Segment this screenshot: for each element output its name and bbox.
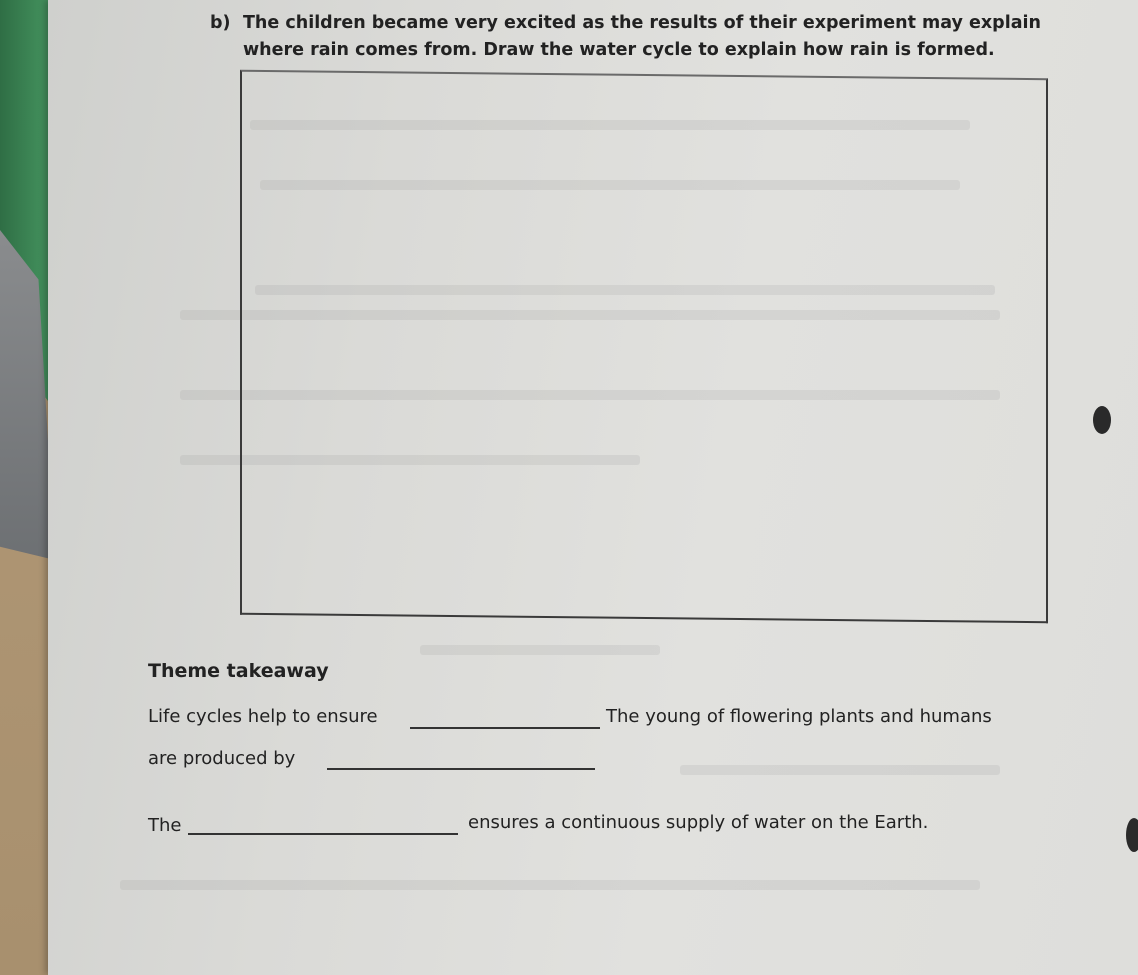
- sentence-3-end: ensures a continuous supply of water on the Earth.: [468, 812, 929, 833]
- takeaway-title: Theme takeaway: [148, 660, 329, 682]
- answer-blank-2[interactable]: [327, 768, 595, 770]
- sentence-2-start: are produced by: [148, 748, 296, 769]
- question-b: [210, 10, 1050, 64]
- show-through-mark: [120, 880, 980, 890]
- question-label: b): [210, 13, 231, 33]
- answer-blank-1[interactable]: [410, 727, 600, 729]
- show-through-mark: [420, 645, 660, 655]
- punch-hole: [1126, 818, 1138, 852]
- sentence-3-start: The: [148, 815, 182, 836]
- question-line-2: where rain comes from. Draw the water cycle to explain how rain is formed.: [243, 40, 995, 60]
- show-through-mark: [680, 765, 1000, 775]
- sentence-1-end: The young of flowering plants and humans: [606, 706, 992, 727]
- sentence-1-start: Life cycles help to ensure: [148, 706, 378, 727]
- answer-blank-3[interactable]: [188, 833, 458, 835]
- drawing-box[interactable]: [240, 70, 1048, 623]
- punch-hole: [1093, 406, 1111, 434]
- question-line-1: The children became very excited as the results of their experiment may explain: [243, 13, 1041, 33]
